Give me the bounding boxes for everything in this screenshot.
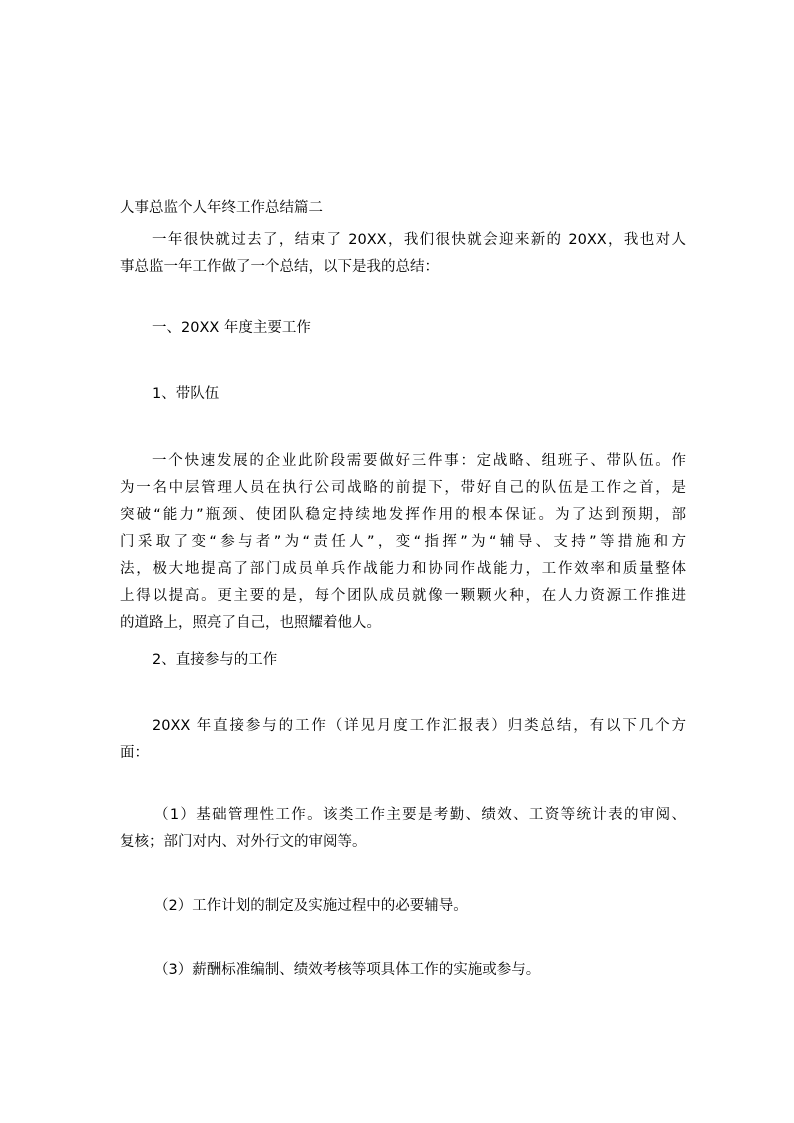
item1-paragraph-line-6: 上得以提高。更主要的是，每个团队成员就像一颗颗火种，在人力资源工作推进 xyxy=(120,588,686,604)
item2-paragraph-line-2: 面： xyxy=(120,745,149,761)
sub-item-1-line-1: （1）基础管理性工作。该类工作主要是考勤、绩效、工资等统计表的审阅、 xyxy=(154,807,686,823)
section1-heading: 一、20XX 年度主要工作 xyxy=(152,320,311,336)
item1-paragraph-line-2: 为一名中层管理人员在执行公司战略的前提下，带好自己的队伍是工作之首，是 xyxy=(120,480,686,496)
sub-item-3: （3）薪酬标准编制、绩效考核等项具体工作的实施或参与。 xyxy=(154,962,541,978)
item1-paragraph-line-4: 门采取了变“参与者”为“责任人”，变“指挥”为“辅导、支持”等措施和方 xyxy=(120,534,686,550)
intro-line-1: 一年很快就过去了，结束了 20XX，我们很快就会迎来新的 20XX，我也对人 xyxy=(152,232,686,248)
item2-paragraph-line-1: 20XX 年直接参与的工作（详见月度工作汇报表）归类总结，有以下几个方 xyxy=(152,718,686,734)
item2-heading: 2、直接参与的工作 xyxy=(152,652,278,668)
document-title: 人事总监个人年终工作总结篇二 xyxy=(120,200,323,216)
item1-paragraph-line-7: 的道路上，照亮了自己，也照耀着他人。 xyxy=(120,615,381,631)
item1-paragraph-line-3: 突破“能力”瓶颈、使团队稳定持续地发挥作用的根本保证。为了达到预期，部 xyxy=(120,507,686,523)
sub-item-2: （2）工作计划的制定及实施过程中的必要辅导。 xyxy=(154,898,468,914)
item1-heading: 1、带队伍 xyxy=(152,386,220,402)
intro-line-2: 事总监一年工作做了一个总结，以下是我的总结： xyxy=(120,259,439,275)
item1-paragraph-line-5: 法，极大地提高了部门成员单兵作战能力和协同作战能力，工作效率和质量整体 xyxy=(120,561,686,577)
item1-paragraph-line-1: 一个快速发展的企业此阶段需要做好三件事：定战略、组班子、带队伍。作 xyxy=(152,453,686,469)
sub-item-1-line-2: 复核；部门对内、对外行文的审阅等。 xyxy=(120,834,367,850)
